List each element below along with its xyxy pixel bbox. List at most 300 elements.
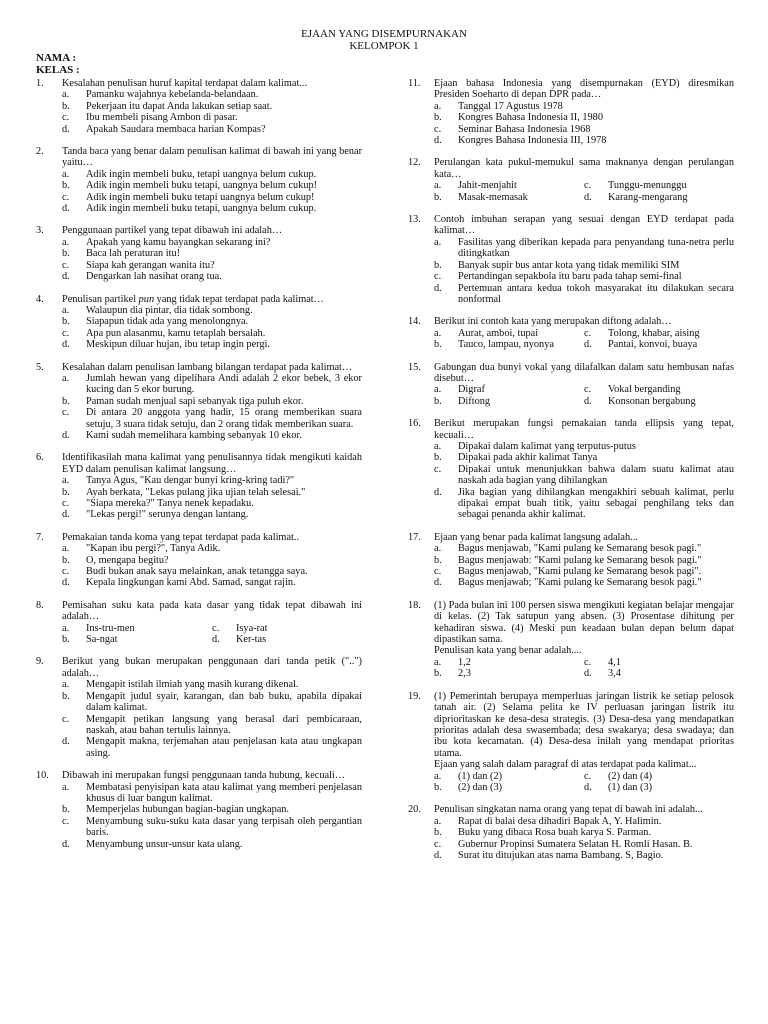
option-text: O, mengapa begitu? xyxy=(86,554,169,566)
answer-option[interactable] xyxy=(434,101,734,112)
document-subtitle: KELOMPOK 1 xyxy=(349,40,419,52)
option-text: Siapa kah gerangan wanita itu? xyxy=(86,259,215,271)
answer-options xyxy=(62,623,362,646)
option-letter: a. xyxy=(62,168,70,180)
question-number: 2. xyxy=(36,146,44,158)
option-letter: b. xyxy=(434,112,442,124)
option-text: Adik ingin membeli buku, tetapi uangnya belum cukup. xyxy=(86,168,317,180)
option-letter: a. xyxy=(62,236,70,248)
option-letter: b. xyxy=(434,781,442,793)
answer-option[interactable] xyxy=(584,339,734,350)
answer-option[interactable] xyxy=(584,396,734,407)
option-text: Dipakai pada akhir kalimat Tanya xyxy=(458,452,598,464)
answer-option[interactable] xyxy=(584,657,734,668)
student-identity xyxy=(36,52,80,76)
answer-option[interactable] xyxy=(434,237,734,260)
option-letter: a. xyxy=(62,781,70,793)
option-letter: a. xyxy=(434,384,442,396)
option-text: Di antara 20 anggota yang hadir, 15 orang memberikan suara setuju, 3 suara tidak setuju, dan 2 orang tidak memberikan suara. xyxy=(86,407,362,430)
option-text: Apa pun alasanmu, kamu tetaplah bersalah. xyxy=(86,327,266,339)
question-text-content: Contoh imbuhan serapan yang sesuai dengan EYD terdapat pada kalimat… xyxy=(434,214,734,237)
question-number: 9. xyxy=(36,656,44,668)
question-item xyxy=(36,362,362,442)
option-letter: b. xyxy=(62,690,70,702)
answer-options xyxy=(62,169,362,215)
option-letter: d. xyxy=(62,509,70,521)
question-text xyxy=(62,146,362,169)
option-text: Mengapit makna, terjemahan atau penjelasan kata atau ungkapan asing. xyxy=(86,736,362,759)
question-number: 12. xyxy=(408,157,421,169)
answer-option[interactable] xyxy=(434,112,734,123)
option-letter: d. xyxy=(584,668,592,680)
option-text: Bagus menjawab, "Kami pulang ke Semarang besok pagi". xyxy=(458,566,702,578)
answer-options xyxy=(434,101,734,147)
option-text: Menyambung unsur-unsur kata ulang. xyxy=(86,838,243,850)
option-text: Tanggal 17 Agustus 1978 xyxy=(458,100,563,112)
option-letter: d. xyxy=(434,135,442,147)
question-text xyxy=(434,316,734,327)
answer-options xyxy=(434,441,734,521)
question-item xyxy=(408,418,734,521)
question-number: 5. xyxy=(36,361,44,373)
option-letter: b. xyxy=(62,634,70,646)
option-letter: b. xyxy=(62,486,70,498)
answer-option[interactable] xyxy=(62,101,362,112)
option-letter: d. xyxy=(62,123,70,135)
option-letter: c. xyxy=(62,191,70,203)
answer-option[interactable] xyxy=(434,487,734,521)
answer-option[interactable] xyxy=(62,124,362,135)
answer-option[interactable] xyxy=(62,509,362,520)
option-text: Surat itu ditujukan atas nama Bambang. S, Bagio. xyxy=(458,849,664,861)
answer-option[interactable] xyxy=(434,135,734,146)
answer-option[interactable] xyxy=(62,487,362,498)
question-number: 14. xyxy=(408,316,421,328)
option-text: Digraf xyxy=(458,384,485,396)
answer-option[interactable] xyxy=(434,339,584,350)
name-label: NAMA : xyxy=(36,52,77,64)
question-item xyxy=(408,214,734,305)
option-letter: c. xyxy=(584,656,592,668)
answer-option[interactable] xyxy=(62,248,362,259)
option-letter: c. xyxy=(434,838,442,850)
answer-option[interactable] xyxy=(584,180,734,191)
option-letter: a. xyxy=(62,475,70,487)
option-letter: c. xyxy=(584,327,592,339)
answer-option[interactable] xyxy=(62,816,362,839)
option-letter: a. xyxy=(62,304,70,316)
answer-option[interactable] xyxy=(62,271,362,282)
question-text xyxy=(434,600,734,646)
option-letter: d. xyxy=(584,781,592,793)
answer-option[interactable] xyxy=(434,192,584,203)
question-text-emphasis: pun xyxy=(138,293,155,305)
option-text: Fasilitas yang diberikan kepada para penyandang tuna-netra perlu ditingkatkan xyxy=(458,236,734,260)
question-text-content: Ejaan bahasa Indonesia yang disempurnakan (EYD) diresmikan Presiden Soeharto di depan DPR pada… xyxy=(434,78,734,101)
option-text: Meskipun diluar hujan, ibu tetap ingin pergi. xyxy=(86,339,270,351)
option-letter: a. xyxy=(434,440,442,452)
option-text: Adik ingin membeli buku tetapi, uangnya belum cukup! xyxy=(86,180,318,192)
question-text-content: Penulisan partikel xyxy=(62,293,139,305)
answer-option[interactable] xyxy=(584,668,734,679)
question-text-content: Penggunaan partikel yang tepat dibawah ini adalah… xyxy=(62,225,283,237)
option-letter: c. xyxy=(62,327,70,339)
option-text: Kongres Bahasa Indonesia II, 1980 xyxy=(458,112,603,124)
option-letter: a. xyxy=(434,180,442,192)
option-letter: d. xyxy=(62,838,70,850)
question-item xyxy=(36,656,362,759)
class-label: KELAS : xyxy=(36,64,80,76)
answer-option[interactable] xyxy=(62,339,362,350)
option-letter: b. xyxy=(62,804,70,816)
option-letter: c. xyxy=(434,123,442,135)
option-text: Masak-memasak xyxy=(458,191,528,203)
option-text: Apakah Saudara membaca harian Kompas? xyxy=(86,123,266,135)
answer-options xyxy=(434,816,734,862)
option-letter: c. xyxy=(434,566,442,578)
option-letter: b. xyxy=(434,827,442,839)
question-number: 1. xyxy=(36,78,44,89)
answer-option[interactable] xyxy=(434,827,734,838)
answer-option[interactable] xyxy=(434,566,734,577)
option-text: Bagus menjawab: "Kami pulang ke Semarang besok pagi." xyxy=(458,554,702,566)
answer-option[interactable] xyxy=(62,260,362,271)
option-letter: b. xyxy=(62,554,70,566)
question-item xyxy=(36,770,362,850)
option-text: 3,4 xyxy=(608,668,621,680)
question-text-content: Kesalahan dalam penulisan lambang bilangan terdapat pada kalimat… xyxy=(62,361,353,373)
question-text-content: Berikut yang bukan merupakan penggunaan dari tanda petik ("..") adalah… xyxy=(62,656,362,679)
question-number: 7. xyxy=(36,531,44,543)
question-item xyxy=(408,804,734,861)
answer-option[interactable] xyxy=(434,180,584,191)
answer-option[interactable] xyxy=(434,260,734,271)
answer-option[interactable] xyxy=(62,566,362,577)
option-letter: a. xyxy=(434,656,442,668)
option-letter: d. xyxy=(584,339,592,351)
option-text: Tanya Agus, "Kau dengar bunyi kring-kring tadi?" xyxy=(86,475,295,487)
question-text-content: Gabungan dua bunyi vokal yang dilafalkan dalam satu hembusan nafas disebut… xyxy=(434,361,734,384)
option-letter: d. xyxy=(212,634,220,646)
answer-options xyxy=(434,657,734,680)
option-text: Banyak supir bus antar kota yang tidak memiliki SIM xyxy=(458,259,680,271)
answer-option[interactable] xyxy=(62,430,362,441)
question-item xyxy=(408,157,734,203)
answer-option[interactable] xyxy=(434,452,734,463)
option-text: Tunggu-menunggu xyxy=(608,180,687,192)
answer-option[interactable] xyxy=(62,89,362,100)
option-letter: d. xyxy=(62,203,70,215)
answer-option[interactable] xyxy=(62,839,362,850)
option-text: "Kapan ibu pergi?", Tanya Adik. xyxy=(86,543,221,555)
option-letter: a. xyxy=(62,622,70,634)
question-number: 19. xyxy=(408,690,421,702)
answer-option[interactable] xyxy=(62,623,212,634)
question-item xyxy=(408,316,734,350)
option-text: Kami sudah memelihara kambing sebanyak 10 ekor. xyxy=(86,429,302,441)
option-letter: a. xyxy=(434,543,442,555)
option-text: Buku yang dibaca Rosa buah karya S. Parman. xyxy=(458,827,652,839)
option-text: Konsonan bergabung xyxy=(608,395,696,407)
option-text: "Lekas pergi!" serunya dengan lantang. xyxy=(86,509,249,521)
question-text-content: Berikut ini contoh kata yang merupakan diftong adalah… xyxy=(434,316,672,328)
option-letter: b. xyxy=(434,259,442,271)
answer-option[interactable] xyxy=(434,577,734,588)
answer-option[interactable] xyxy=(62,714,362,737)
question-text-content: Kesalahan penulisan huruf kapital terdapat dalam kalimat... xyxy=(62,78,308,89)
answer-options xyxy=(434,384,734,407)
answer-option[interactable] xyxy=(434,328,584,339)
option-letter: b. xyxy=(62,100,70,112)
option-text: Jika bagian yang dihilangkan mengakhiri sebuah kalimat, perlu dipakai empat buah titik, yaitu sebagai penghilang teks dan sebagai penanda akhir kalimat. xyxy=(458,486,734,521)
option-text: Memperjelas hubungan bagian-bagian ungkapan. xyxy=(86,804,290,816)
option-text: Pekerjaan itu dapat Anda lakukan setiap saat. xyxy=(86,100,273,112)
option-text: Budi bukan anak saya melainkan, anak tetangga saya. xyxy=(86,566,308,578)
answer-option[interactable] xyxy=(434,668,584,679)
answer-options xyxy=(434,180,734,203)
question-text xyxy=(434,804,734,815)
answer-option[interactable] xyxy=(62,691,362,714)
option-letter: a. xyxy=(434,770,442,782)
question-text xyxy=(434,532,734,543)
question-text-content: yang tidak tepat terdapat pada kalimat… xyxy=(154,293,324,305)
answer-option[interactable] xyxy=(434,384,584,395)
question-text xyxy=(62,770,362,781)
option-text: 2,3 xyxy=(458,668,471,680)
question-text xyxy=(434,78,734,101)
option-text: Pertandingan sepakbola itu baru pada tahap semi-final xyxy=(458,271,682,283)
answer-options xyxy=(62,89,362,135)
question-text xyxy=(434,362,734,385)
answer-option[interactable] xyxy=(62,679,362,690)
answer-option[interactable] xyxy=(62,543,362,554)
question-item xyxy=(408,78,734,146)
option-letter: a. xyxy=(434,815,442,827)
option-text: Mengapit istilah ilmiah yang masih kurang dikenal. xyxy=(86,679,299,691)
answer-option[interactable] xyxy=(62,396,362,407)
option-text: Walaupun dia pintar, dia tidak sombong. xyxy=(86,304,253,316)
option-letter: c. xyxy=(62,407,70,419)
option-text: (1) dan (2) xyxy=(458,770,503,782)
option-text: Apakah yang kamu bayangkan sekarang ini? xyxy=(86,236,271,248)
answer-option[interactable] xyxy=(434,657,584,668)
question-item xyxy=(36,600,362,646)
answer-option[interactable] xyxy=(434,816,734,827)
question-text xyxy=(62,532,362,543)
option-letter: d. xyxy=(434,486,442,498)
answer-option[interactable] xyxy=(434,464,734,487)
option-letter: c. xyxy=(584,180,592,192)
question-text xyxy=(434,157,734,180)
option-text: Ayah berkata, "Lekas pulang jika ujian telah selesai." xyxy=(86,486,306,498)
option-text: Paman sudah menjual sapi sebanyak tiga puluh ekor. xyxy=(86,395,304,407)
question-text-content: Pemisahan suku kata pada kata dasar yang tidak tepat dibawah ini adalah… xyxy=(62,599,362,623)
option-letter: a. xyxy=(62,89,70,101)
answer-option[interactable] xyxy=(62,169,362,180)
answer-option[interactable] xyxy=(212,634,362,645)
question-number: 20. xyxy=(408,804,421,816)
option-letter: b. xyxy=(434,452,442,464)
option-letter: b. xyxy=(434,339,442,351)
answer-option[interactable] xyxy=(62,555,362,566)
question-text xyxy=(62,362,362,373)
question-text xyxy=(62,294,362,305)
option-text: Sa-ngat xyxy=(86,634,118,646)
question-number: 16. xyxy=(408,418,421,430)
question-number: 6. xyxy=(36,452,44,464)
answer-option[interactable] xyxy=(434,850,734,861)
answer-option[interactable] xyxy=(584,328,734,339)
answer-option[interactable] xyxy=(434,124,734,135)
option-text: Adik ingin membeli buku tetapi, uangnya belum cukup. xyxy=(86,203,317,215)
question-prompt: Penulisan kata yang benar adalah.... xyxy=(434,645,582,657)
answer-options xyxy=(434,771,734,794)
option-text: Mengapit petikan langsung yang berasal dari pembicaraan, naskah, atau bahan tertulis lainnya. xyxy=(86,713,362,736)
answer-option[interactable] xyxy=(584,192,734,203)
option-text: Membatasi penyisipan kata atau kalimat yang memberi penjelasan khusus di luar bangun kalimat. xyxy=(86,781,362,804)
question-text xyxy=(62,225,362,236)
option-text: Karang-mengarang xyxy=(608,191,688,203)
answer-option[interactable] xyxy=(434,441,734,452)
option-text: Menyambung suku-suku kata dasar yang terpisah oleh pergantian baris. xyxy=(86,815,362,839)
answer-option[interactable] xyxy=(62,180,362,191)
option-letter: b. xyxy=(62,248,70,260)
option-text: Aurat, amboi, tupai xyxy=(458,327,539,339)
option-text: Dengarkan lah nasihat orang tua. xyxy=(86,271,222,283)
option-text: Bagus menjawab, "Kami pulang ke Semarang besok pagi." xyxy=(458,543,702,555)
answer-option[interactable] xyxy=(584,771,734,782)
answer-option[interactable] xyxy=(62,577,362,588)
answer-option[interactable] xyxy=(62,203,362,214)
question-text xyxy=(434,418,734,441)
option-text: Vokal berganding xyxy=(608,384,681,396)
answer-option[interactable] xyxy=(584,782,734,793)
option-letter: d. xyxy=(62,429,70,441)
answer-options xyxy=(62,782,362,850)
answer-option[interactable] xyxy=(434,771,584,782)
question-number: 13. xyxy=(408,214,421,226)
option-letter: c. xyxy=(62,112,70,124)
question-item xyxy=(36,146,362,214)
answer-option[interactable] xyxy=(434,396,584,407)
answer-option[interactable] xyxy=(62,112,362,123)
question-number: 18. xyxy=(408,599,421,611)
answer-options xyxy=(62,679,362,759)
answer-option[interactable] xyxy=(62,782,362,805)
answer-options xyxy=(62,237,362,283)
option-letter: b. xyxy=(434,554,442,566)
question-item xyxy=(36,452,362,520)
answer-option[interactable] xyxy=(62,316,362,327)
answer-options xyxy=(434,543,734,589)
question-text-content: Pemakaian tanda koma yang tepat terdapat pada kalimat.. xyxy=(62,531,300,543)
answer-option[interactable] xyxy=(434,543,734,554)
right-question-column xyxy=(408,78,734,872)
answer-option[interactable] xyxy=(434,782,584,793)
document-title: EJAAN YANG DISEMPURNAKAN xyxy=(301,28,467,40)
option-text: Ibu membeli pisang Ambon di pasar. xyxy=(86,112,238,124)
option-letter: c. xyxy=(62,815,70,827)
question-text xyxy=(434,214,734,237)
option-text: Tolong, khabar, aising xyxy=(608,327,700,339)
option-letter: c. xyxy=(62,566,70,578)
question-text-content: Dibawah ini merupakan fungsi penggunaan tanda hubung, kecuali… xyxy=(62,770,346,782)
answer-option[interactable] xyxy=(434,555,734,566)
question-item xyxy=(36,294,362,351)
option-letter: c. xyxy=(62,498,70,509)
answer-option[interactable] xyxy=(584,384,734,395)
answer-option[interactable] xyxy=(62,804,362,815)
option-text: Diftong xyxy=(458,395,491,407)
option-letter: d. xyxy=(434,577,442,589)
answer-option[interactable] xyxy=(62,475,362,486)
option-text: Rapat di balai desa dihadiri Bapak A, Y. Halimin. xyxy=(458,815,662,827)
answer-option[interactable] xyxy=(62,237,362,248)
question-number: 15. xyxy=(408,361,421,373)
option-text: Ker-tas xyxy=(236,634,267,646)
question-text-content: Berikut merupakan fungsi pemakaian tanda ellipsis yang tepat, kecuali… xyxy=(434,418,734,441)
question-text-content: Perulangan kata pukul-memukul sama maknanya dengan perulangan kata… xyxy=(434,157,734,180)
answer-options xyxy=(62,305,362,351)
answer-option[interactable] xyxy=(62,407,362,430)
answer-options xyxy=(62,373,362,441)
answer-option[interactable] xyxy=(62,328,362,339)
answer-options xyxy=(62,543,362,589)
question-item xyxy=(408,532,734,589)
option-text: 4,1 xyxy=(608,656,621,668)
answer-option[interactable] xyxy=(62,373,362,396)
option-letter: a. xyxy=(434,327,442,339)
option-text: Isya-rat xyxy=(236,622,268,634)
question-number: 3. xyxy=(36,225,44,237)
answer-option[interactable] xyxy=(434,283,734,306)
option-text: Ins-tru-men xyxy=(86,622,135,634)
option-letter: d. xyxy=(62,577,70,589)
option-letter: c. xyxy=(434,463,442,475)
option-text: Baca lah peraturan itu! xyxy=(86,248,181,260)
option-letter: b. xyxy=(62,316,70,328)
question-text-content: (1) Pemerintah berupaya memperluas jaringan listrik ke setiap pelosok tanah air. (2) Selama pelita ke IV perluasan jaringan listrik itu diprioritaskan ke desa-desa strategis. (3) Desa-desa yang mendapatkan prioritas adalah desa swasembada; desa swakarya; desa swadaya; dan ibu kota kecamatan. (4) Desa-desa inilah yang mendapat prioritas utama. xyxy=(434,690,734,759)
question-item xyxy=(36,532,362,589)
question-text xyxy=(434,691,734,759)
question-text xyxy=(62,78,362,89)
option-letter: b. xyxy=(434,668,442,680)
answer-option[interactable] xyxy=(62,736,362,759)
answer-option[interactable] xyxy=(434,839,734,850)
answer-option[interactable] xyxy=(62,634,212,645)
answer-option[interactable] xyxy=(62,498,362,509)
question-number: 17. xyxy=(408,531,421,543)
option-text: Kepala lingkungan kami Abd. Samad, sangat rajin. xyxy=(86,577,296,589)
question-prompt: Ejaan yang salah dalam paragraf di atas terdapat pada kalimat... xyxy=(434,759,697,771)
option-letter: b. xyxy=(434,395,442,407)
option-letter: c. xyxy=(212,622,220,634)
option-letter: d. xyxy=(434,282,442,294)
question-item xyxy=(408,600,734,680)
option-text: Mengapit judul syair, karangan, dan bab buku, apabila dipakai dalam kalimat. xyxy=(86,690,362,714)
option-letter: d. xyxy=(584,191,592,203)
answer-option[interactable] xyxy=(212,623,362,634)
answer-option[interactable] xyxy=(62,305,362,316)
question-number: 10. xyxy=(36,770,49,782)
question-number: 4. xyxy=(36,293,44,305)
option-text: Jahit-menjahit xyxy=(458,180,517,192)
question-text xyxy=(62,600,362,623)
answer-option[interactable] xyxy=(62,192,362,203)
question-item xyxy=(36,78,362,135)
answer-option[interactable] xyxy=(434,271,734,282)
option-text: Dipakai dalam kalimat yang terputus-putus xyxy=(458,440,636,452)
